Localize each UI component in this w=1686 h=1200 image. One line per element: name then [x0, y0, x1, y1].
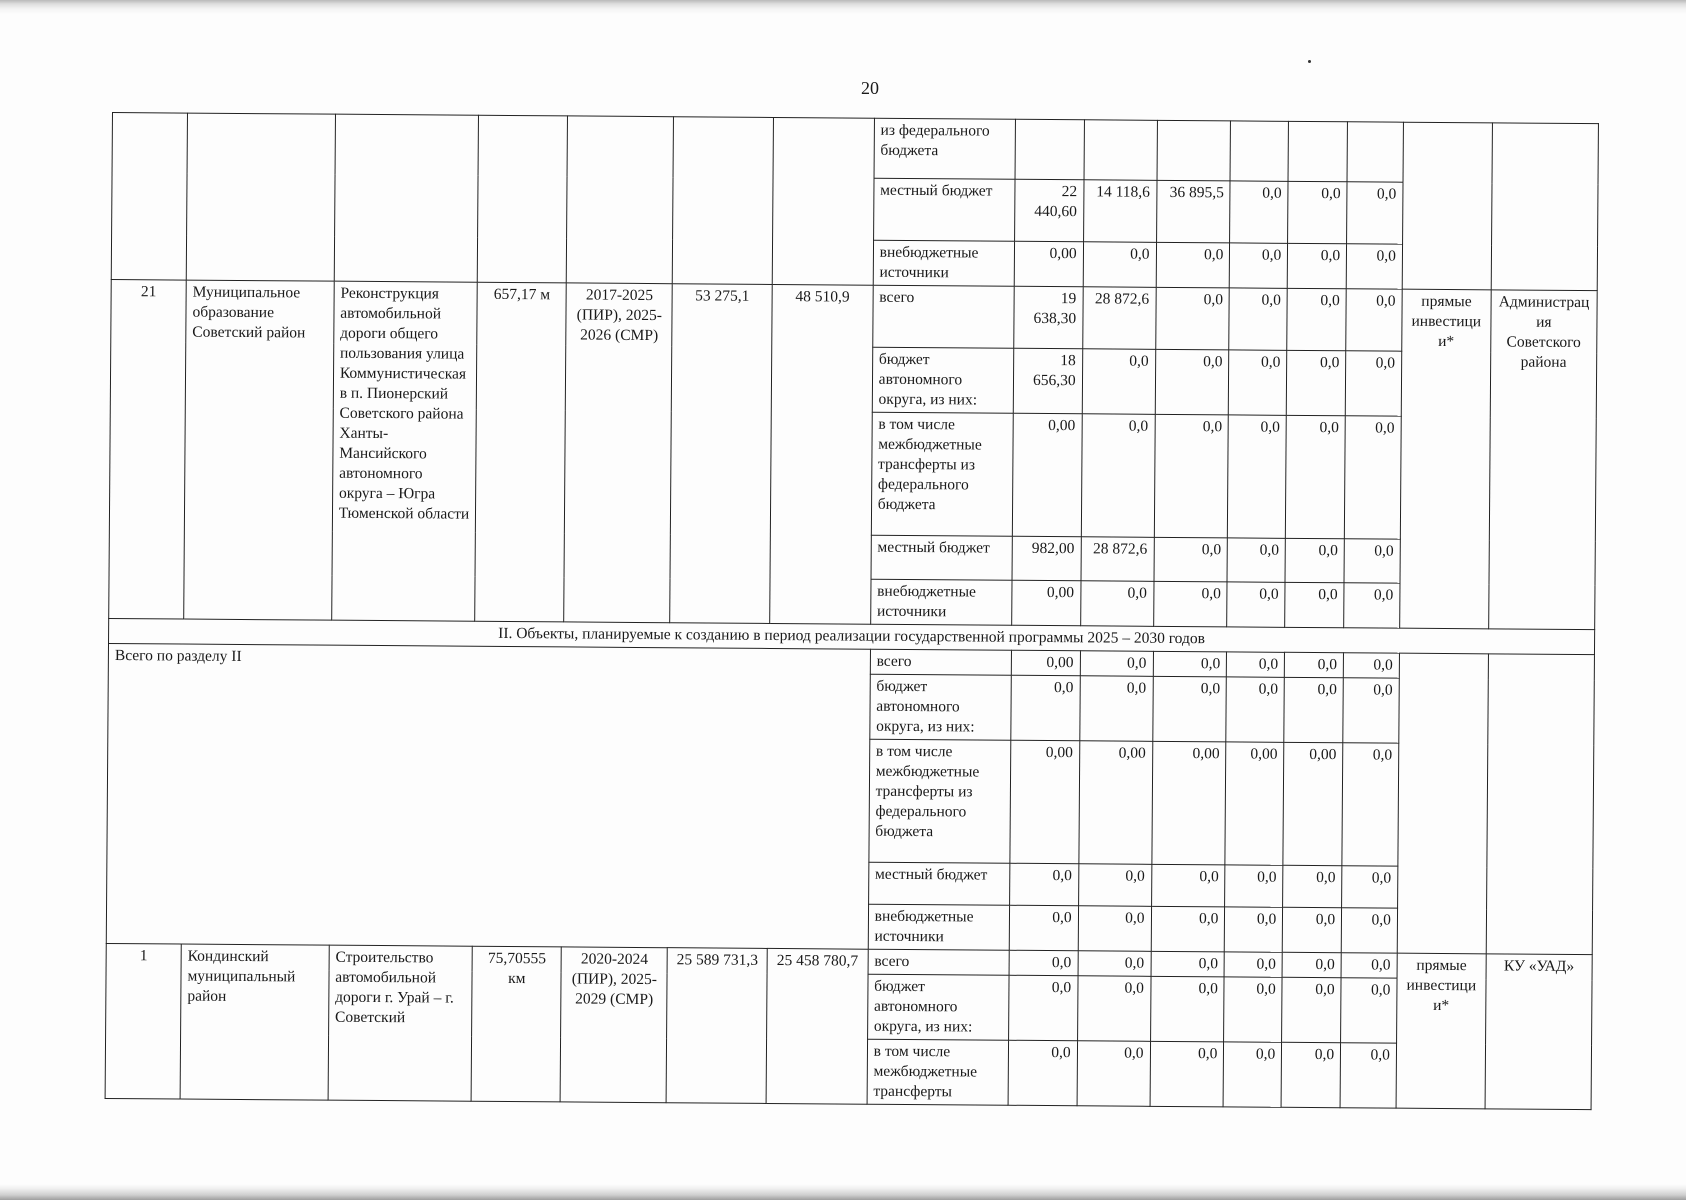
cell-empty: [1084, 120, 1157, 181]
value-cell: 0,0: [1079, 676, 1152, 742]
value-cell: 19 638,30: [1014, 286, 1083, 349]
value-cell: 14 118,6: [1083, 180, 1156, 243]
value-cell: 0,0: [1077, 976, 1150, 1042]
object-period: 2017-2025 (ПИР), 2025-2026 (СМР): [564, 283, 673, 623]
row-label-transfers: в том числе межбюджетные трансферты: [867, 1039, 1009, 1105]
value-cell: 0,0: [1343, 653, 1399, 678]
object-estimate: 25 589 731,3: [666, 948, 767, 1104]
row-label-local: местный бюджет: [873, 178, 1015, 241]
value-cell: 0,0: [1009, 950, 1078, 976]
object-municipality: Муниципальное образование Советский район: [184, 280, 334, 620]
row-label-local: местный бюджет: [868, 862, 1010, 905]
value-cell: 28 872,6: [1081, 537, 1154, 582]
value-cell: 0,0: [1154, 537, 1228, 582]
row-label-total: всего: [868, 949, 1010, 975]
value-cell: 0,0: [1081, 414, 1155, 538]
page-number: 20: [861, 78, 879, 98]
value-cell: 0,0: [1225, 865, 1283, 907]
value-cell: 0,0: [1343, 678, 1399, 743]
value-cell: 0,0: [1341, 953, 1397, 978]
cell-empty: [1402, 122, 1492, 290]
value-cell: 0,0: [1342, 743, 1399, 866]
value-cell: 0,0: [1008, 1040, 1077, 1106]
cell-empty: [1157, 120, 1231, 181]
value-cell: 0,0: [1224, 952, 1282, 977]
value-cell: 0,0: [1346, 289, 1402, 351]
value-cell: 0,0: [1083, 242, 1156, 288]
value-cell: 0,0: [1010, 863, 1079, 906]
row-label-total: всего: [872, 285, 1014, 348]
cell-empty: [186, 113, 335, 281]
value-cell: 0,0: [1341, 978, 1397, 1043]
value-cell: 0,0: [1224, 977, 1282, 1042]
value-cell: 18 656,30: [1013, 348, 1082, 414]
value-cell: 0,0: [1151, 906, 1225, 952]
row-label-extra: внебюджетные источники: [868, 904, 1010, 950]
cell-empty: [111, 113, 187, 281]
object-customer: Администрация Советского района: [1488, 290, 1597, 630]
value-cell: 0,0: [1227, 582, 1285, 627]
value-cell: 0,0: [1225, 907, 1283, 952]
value-cell: 0,0: [1288, 181, 1347, 243]
section-title: II. Объекты, планируемые к созданию в период реализации государственной программы 2025 – 2030 годов: [109, 618, 1595, 654]
row-label-total: всего: [870, 649, 1012, 675]
value-cell: 0,00: [1283, 742, 1343, 865]
value-cell: 0,0: [1150, 1041, 1224, 1107]
object-name: Строительство автомобильной дороги г. Урай – г. Советский: [328, 945, 473, 1101]
cell-empty: [478, 115, 568, 283]
value-cell: 0,0: [1287, 350, 1346, 415]
value-cell: 0,0: [1153, 581, 1227, 627]
value-cell: 0,00: [1012, 413, 1081, 537]
value-cell: 0,0: [1082, 349, 1155, 415]
value-cell: 0,0: [1285, 538, 1344, 582]
value-cell: 0,0: [1345, 416, 1402, 539]
value-cell: 0,00: [1014, 241, 1083, 287]
object-name: Реконструкция автомобильной дороги общего пользования улица Коммунистическая в п. Пионерский Советского района Ханты-Мансийского автономного округа – Югра Тюменской области: [332, 281, 478, 621]
scan-edge-top: [0, 0, 1686, 14]
value-cell: 0,0: [1284, 677, 1343, 742]
value-cell: 0,0: [1009, 905, 1078, 951]
value-cell: 0,00: [1012, 580, 1081, 626]
value-cell: 0,0: [1224, 1042, 1282, 1107]
object-municipality: Кондинский муниципальный район: [180, 944, 329, 1100]
value-cell: 0,00: [1079, 741, 1153, 865]
value-cell: 0,0: [1228, 415, 1287, 538]
value-cell: 0,00: [1225, 742, 1284, 865]
cell-empty: [1397, 653, 1488, 954]
value-cell: 0,0: [1346, 244, 1402, 289]
cell-empty: [772, 117, 874, 285]
row-label-regional: бюджет автономного округа, из них:: [872, 347, 1014, 413]
object-remaining: 48 510,9: [770, 284, 873, 624]
value-cell: 0,0: [1283, 907, 1342, 952]
value-cell: 0,0: [1078, 951, 1151, 977]
value-cell: 0,0: [1153, 651, 1227, 677]
cell-empty: [1486, 654, 1594, 955]
value-cell: 28 872,6: [1082, 287, 1155, 350]
row-label-regional: бюджет автономного округа, из них:: [870, 674, 1012, 740]
value-cell: 0,0: [1080, 581, 1153, 627]
value-cell: 0,0: [1151, 951, 1225, 977]
row-label-local: местный бюджет: [871, 535, 1013, 580]
value-cell: 0,0: [1344, 583, 1400, 628]
value-cell: 0,0: [1282, 977, 1341, 1042]
object-remaining: 25 458 780,7: [766, 948, 868, 1104]
object-capacity: 75,70555 км: [471, 946, 561, 1102]
object-capacity: 657,17 м: [475, 282, 566, 622]
row-label-transfers: в том числе межбюджетные трансферты из федерального бюджета: [869, 739, 1011, 863]
row-label-extra: внебюджетные источники: [873, 240, 1015, 286]
investment-objects-table: [105, 112, 1599, 1110]
value-cell: 0,0: [1230, 243, 1288, 288]
object-mechanism: прямые инвестиции*: [1396, 953, 1486, 1109]
value-cell: 0,0: [1285, 652, 1344, 677]
value-cell: 36 895,5: [1156, 180, 1230, 243]
value-cell: 0,0: [1152, 676, 1226, 742]
value-cell: 0,0: [1340, 1043, 1396, 1108]
object-customer: КУ «УАД»: [1485, 954, 1592, 1110]
scan-speck: [1308, 60, 1311, 63]
value-cell: 0,0: [1155, 287, 1229, 350]
object-number: 21: [109, 279, 187, 619]
value-cell: 0,0: [1078, 906, 1151, 952]
value-cell: 0,0: [1287, 288, 1346, 350]
value-cell: 0,00: [1151, 741, 1226, 865]
value-cell: 0,0: [1282, 952, 1341, 977]
cell-empty: [567, 116, 674, 284]
value-cell: 0,0: [1286, 415, 1346, 538]
row-label-extra: внебюджетные источники: [870, 579, 1012, 625]
value-cell: 0,00: [1010, 740, 1079, 864]
cell-empty: [1288, 121, 1347, 181]
cell-empty: [1230, 121, 1288, 181]
value-cell: 0,0: [1226, 677, 1284, 742]
value-cell: 0,0: [1229, 288, 1287, 350]
value-cell: 0,0: [1156, 242, 1230, 288]
value-cell: 0,0: [1080, 651, 1153, 677]
value-cell: 0,0: [1155, 349, 1229, 415]
value-cell: 0,0: [1285, 582, 1344, 627]
object-mechanism: прямые инвестиции*: [1400, 289, 1491, 629]
value-cell: 0,0: [1283, 865, 1342, 907]
value-cell: 982,00: [1012, 536, 1081, 581]
value-cell: 0,0: [1347, 182, 1403, 244]
value-cell: 0,0: [1287, 243, 1346, 288]
cell-empty: [1491, 123, 1598, 291]
value-cell: 0,0: [1077, 1041, 1150, 1107]
table-row: [111, 279, 1597, 352]
row-label-regional: бюджет автономного округа, из них:: [867, 974, 1009, 1040]
scan-edge-bottom: [0, 1184, 1686, 1200]
value-cell: 0,0: [1341, 908, 1397, 953]
value-cell: 0,0: [1011, 675, 1080, 741]
value-cell: 0,0: [1227, 538, 1285, 582]
value-cell: 0,0: [1151, 864, 1225, 907]
value-cell: 0,0: [1342, 866, 1398, 908]
row-label-transfers-tail: из федерального бюджета: [874, 118, 1016, 179]
row-label-transfers: в том числе межбюджетные трансферты из федерального бюджета: [871, 412, 1013, 536]
value-cell: 0,00: [1011, 650, 1080, 676]
cell-empty: [673, 117, 774, 285]
object-number: 1: [105, 943, 181, 1099]
value-cell: 0,0: [1227, 652, 1285, 677]
cell-empty: [334, 114, 479, 282]
cell-empty: [1015, 119, 1084, 180]
value-cell: 0,0: [1345, 351, 1401, 416]
table-row: [112, 113, 1598, 184]
value-cell: 0,0: [1009, 975, 1078, 1041]
document-sheet: [105, 112, 1599, 1110]
value-cell: 0,0: [1150, 976, 1224, 1042]
value-cell: 22 440,60: [1015, 179, 1084, 242]
value-cell: 0,0: [1154, 414, 1229, 538]
section-total-label: Всего по разделу II: [106, 643, 870, 949]
object-period: 2020-2024 (ПИР), 2025-2029 (СМР): [560, 947, 667, 1103]
value-cell: 0,0: [1281, 1042, 1340, 1107]
value-cell: 0,0: [1229, 350, 1287, 415]
value-cell: 0,0: [1344, 539, 1400, 583]
cell-empty: [1347, 122, 1403, 182]
value-cell: 0,0: [1230, 181, 1288, 243]
value-cell: 0,0: [1078, 864, 1151, 907]
object-estimate: 53 275,1: [670, 284, 772, 624]
